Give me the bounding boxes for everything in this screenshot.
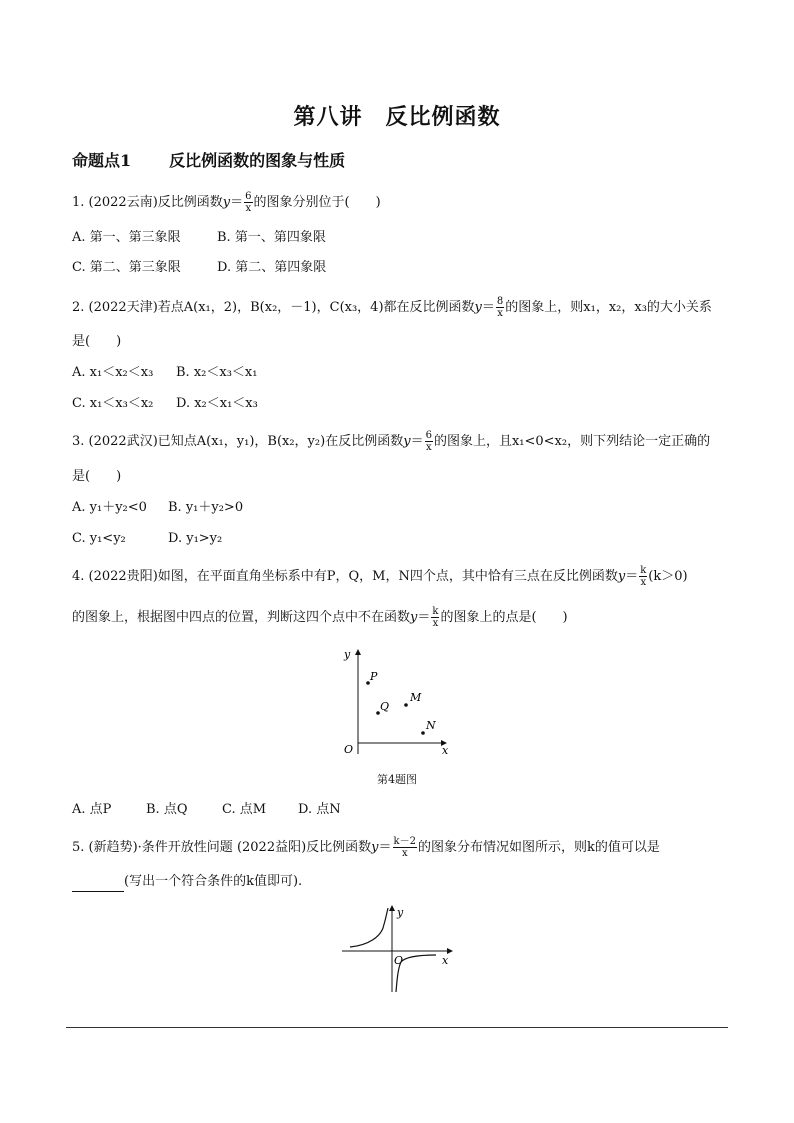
q5-line-2	[72, 872, 302, 892]
q4-line2-var: y	[410, 610, 418, 625]
q2-equals: ＝	[481, 300, 495, 315]
q4-denominator: x	[640, 577, 647, 588]
q2-option-d[interactable]: D. x₂＜x₁＜x₃	[176, 396, 258, 411]
q2-options-row-2	[72, 394, 258, 414]
q1-option-a[interactable]: A. 第一、第三象限	[72, 230, 181, 245]
y-axis-label: y	[397, 906, 404, 919]
q3-option-b[interactable]: B. y₁＋y₂>0	[168, 500, 244, 515]
q4-option-a[interactable]: A. 点P	[72, 802, 112, 817]
x-axis-label: x	[442, 954, 449, 967]
q1-prefix: 1. (2022云南)反比例函数	[72, 195, 223, 210]
q4-line2-prefix: 的图象上，根据图中四点的位置，判断这四个点中不在函数	[72, 610, 411, 625]
question-3	[72, 430, 710, 453]
q4-line2-denominator: x	[432, 618, 439, 629]
q3-prefix: 3. (2022武汉)已知点A(x₁，y₁)，B(x₂，y₂)在反比例函数	[72, 434, 404, 449]
q5-prefix: 5. (新趋势)·条件开放性问题 (2022益阳)反比例函数	[72, 840, 372, 855]
q4-option-d[interactable]: D. 点N	[298, 802, 341, 817]
q4-option-c[interactable]: C. 点M	[222, 802, 267, 817]
q5-fraction	[393, 836, 417, 859]
q5-function-var: y	[371, 840, 379, 855]
q3-options-row-1	[72, 498, 243, 518]
q3-option-a[interactable]: A. y₁＋y₂<0	[72, 500, 147, 515]
q2-option-b[interactable]: B. x₂＜x₃＜x₁	[176, 365, 258, 380]
q4-equals: ＝	[625, 569, 639, 584]
origin-label: O	[394, 954, 404, 967]
q1-denominator: x	[245, 203, 252, 214]
point-m-label: M	[410, 691, 422, 704]
q1-option-d[interactable]: D. 第二、第四象限	[217, 260, 327, 275]
q3-suffix: 的图象上，且x₁<0<x₂，则下列结论一定正确的	[433, 434, 711, 449]
q2-option-c[interactable]: C. x₁＜x₃＜x₂	[72, 396, 154, 411]
q4-line-2	[72, 606, 568, 629]
hyperbola-branch-left	[350, 908, 388, 947]
q2-prefix: 2. (2022天津)若点A(x₁，2)，B(x₂，－1)，C(x₃，4)都在反比例函数	[72, 300, 475, 315]
q3-numerator: 6	[425, 430, 432, 441]
x-axis-label: x	[442, 744, 449, 757]
q2-denominator: x	[497, 308, 503, 319]
q1-fraction	[244, 191, 252, 214]
q3-fraction	[425, 430, 433, 453]
q1-equals: ＝	[230, 195, 244, 210]
q4-function-var: y	[617, 569, 626, 584]
hyperbola-branch-right	[396, 955, 436, 992]
q1-options-row-2	[72, 258, 326, 278]
q4-numerator: k	[640, 565, 647, 576]
page-footer-rule	[66, 1027, 728, 1028]
q1-function-var: y	[222, 195, 231, 210]
q3-denominator: x	[425, 442, 432, 453]
q4-fraction	[639, 565, 647, 588]
q4-prefix: 4. (2022贵阳)如图，在平面直角坐标系中有P，Q，M，N四个点，其中恰有三点在反比例函数	[72, 569, 618, 584]
section-label: 命题点1	[72, 151, 132, 170]
point-q-label: Q	[380, 700, 390, 713]
q2-fraction	[496, 296, 504, 319]
question-2	[72, 296, 712, 319]
origin-label: O	[344, 743, 354, 756]
section-text: 反比例函数的图象与性质	[169, 151, 346, 170]
q4-option-b[interactable]: B. 点Q	[146, 802, 188, 817]
q2-line-2: 是( )	[72, 334, 122, 349]
q4-line2-fraction	[431, 606, 439, 629]
q5-figure	[336, 900, 460, 996]
q2-function-var: y	[474, 300, 482, 315]
q4-suffix: (k＞0)	[648, 569, 688, 584]
q3-options-row-2	[72, 529, 222, 549]
section-heading	[72, 148, 345, 171]
q2-numerator: 8	[496, 296, 504, 307]
q4-figure	[330, 642, 460, 760]
q1-option-c[interactable]: C. 第二、第三象限	[72, 260, 181, 275]
q2-suffix: 的图象上，则x₁，x₂，x₃的大小关系	[505, 300, 712, 315]
q5-line2-suffix: (写出一个符合条件的k值即可).	[124, 874, 303, 889]
q3-function-var: y	[403, 434, 411, 449]
question-4	[72, 565, 688, 588]
q2-options-row-1	[72, 363, 257, 383]
y-axis-label: y	[344, 648, 351, 661]
q4-line2-suffix: 的图象上的点是( )	[440, 610, 568, 625]
q3-option-c[interactable]: C. y₁<y₂	[72, 531, 126, 546]
q1-numerator: 6	[245, 191, 252, 202]
q4-figure-caption: 第4题图	[377, 773, 417, 786]
q3-option-d[interactable]: D. y₁>y₂	[168, 531, 223, 546]
point-p-label: P	[370, 670, 378, 683]
page-title: 第八讲 反比例函数	[293, 104, 501, 130]
q5-denominator: x	[401, 848, 408, 859]
q4-options-row	[72, 800, 341, 820]
question-1	[72, 191, 381, 214]
q3-equals: ＝	[410, 434, 424, 449]
q4-line2-equals: ＝	[417, 610, 431, 625]
answer-blank[interactable]	[72, 877, 124, 892]
q5-suffix: 的图象分布情况如图所示，则k的值可以是	[417, 840, 660, 855]
q5-equals: ＝	[378, 840, 392, 855]
q3-line-2: 是( )	[72, 469, 122, 484]
q4-line2-numerator: k	[432, 606, 439, 617]
q1-options-row-1	[72, 228, 326, 248]
point-n-label: N	[426, 719, 436, 732]
point-m	[404, 703, 408, 707]
point-n	[421, 731, 425, 735]
q1-option-b[interactable]: B. 第一、第四象限	[217, 230, 326, 245]
q5-numerator: k－2	[393, 836, 416, 847]
q1-suffix: 的图象分别位于( )	[253, 195, 381, 210]
question-5	[72, 836, 660, 859]
q2-option-a[interactable]: A. x₁＜x₂＜x₃	[72, 365, 154, 380]
